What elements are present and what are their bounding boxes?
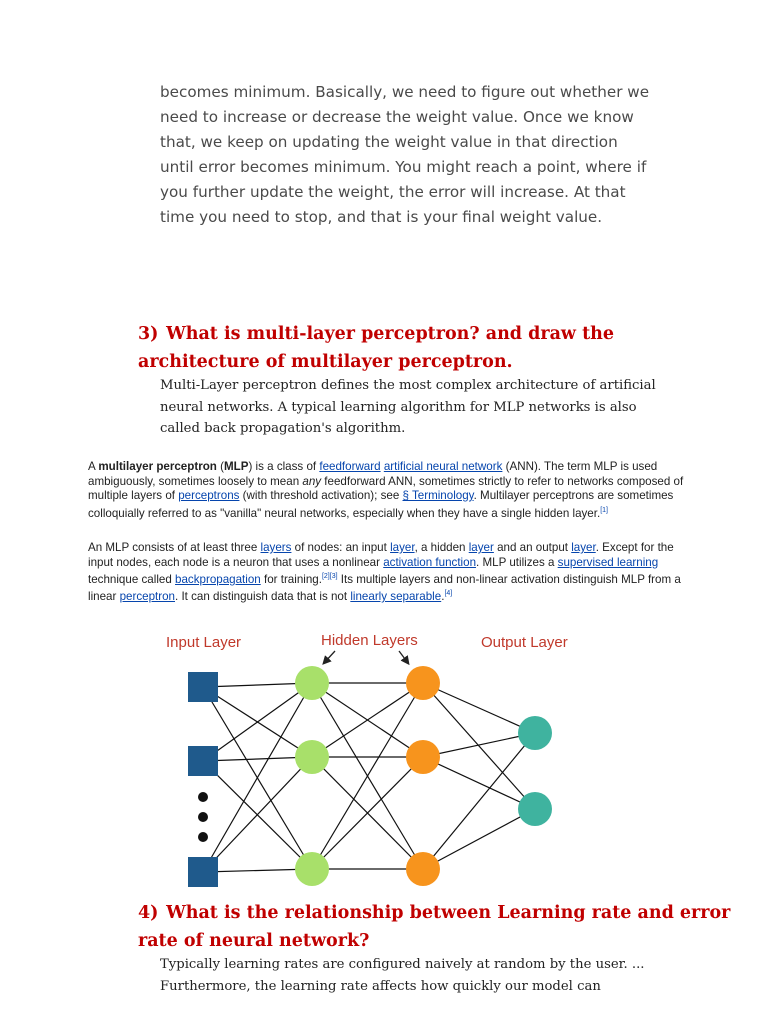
link-linearly-separable[interactable]: linearly separable [350, 590, 442, 604]
link-layer[interactable]: layer [571, 541, 596, 554]
connection-line [203, 757, 312, 872]
link-feedforward[interactable]: feedforward [319, 460, 381, 473]
link-backpropagation[interactable]: backpropagation [175, 572, 261, 586]
connection-line [423, 683, 535, 809]
hidden-arrow-left [324, 651, 335, 663]
link-activation-function[interactable]: activation function [383, 555, 477, 569]
hidden-layers-label: Hidden Layers [321, 632, 418, 649]
link-layer[interactable]: layer [390, 541, 415, 554]
hidden-layer-1-node [295, 740, 329, 774]
ellipsis-dot [198, 812, 208, 822]
hidden-layer-1-node [295, 852, 329, 886]
citation-link[interactable]: [2][3] [321, 573, 338, 580]
hidden-arrow-right [399, 651, 408, 663]
intro-paragraph: becomes minimum. Basically, we need to figure out whether we need to increase or decrease the weight value. Once we know that, we keep on updating the weight value in that direction until error becomes minimum. You might reach a point, where if you further update the weight, the error will increase. At that time you need to stop, and that is your final weight value. [160, 83, 650, 226]
ellipsis-dot [198, 792, 208, 802]
citation-link[interactable]: [4] [444, 590, 453, 598]
wiki-paragraph-2: An MLP consists of at least three layers of nodes: an input layer, a hidden layer and an output layer. Except for the input nodes, each node is a neuron that uses a nonlinear activation function. MLP utilizes a supervised learning technique called backpropagation for training.[2][3] Its multiple layers and non-linear activation distinguish MLP from a linear perceptron. It can distinguish data that is not linearly separable.[4] [88, 541, 681, 604]
citation-link[interactable]: [1] [600, 506, 608, 514]
term-bold: MLP [223, 460, 249, 473]
ellipsis-dot [198, 832, 208, 842]
hidden-layer-2-node [406, 740, 440, 774]
input-layer-label: Input Layer [166, 634, 242, 651]
link-layers[interactable]: layers [260, 541, 292, 554]
mlp-architecture-diagram [150, 620, 580, 895]
question-3-answer: Multi-Layer perceptron defines the most complex architecture of artificial neural networks. A typical learning algorithm for MLP networks is also called back propagation's algorithm. [160, 378, 656, 436]
hidden-layer-2-node [406, 666, 440, 700]
hidden-layer-1-node [295, 666, 329, 700]
question-4-answer: Typically learning rates are configured naively at random by the user. ... Furthermore, the learning rate affects how quickly our model can [160, 957, 645, 994]
link-artificial-neural-network[interactable]: artificial neural network [383, 460, 503, 473]
connection-line [423, 683, 535, 733]
connection-line [423, 809, 535, 869]
network-nodes [188, 666, 552, 887]
connection-line [203, 683, 312, 761]
output-node [518, 716, 552, 750]
connection-lines [203, 683, 535, 872]
link-perceptrons[interactable]: perceptrons [178, 489, 240, 502]
input-node [188, 672, 218, 702]
hidden-layer-2-node [406, 852, 440, 886]
input-node [188, 857, 218, 887]
question-number: 3) [138, 324, 159, 344]
link-perceptron[interactable]: perceptron [119, 590, 176, 604]
input-node [188, 746, 218, 776]
question-4-heading [138, 899, 738, 955]
question-title: What is multi-layer perceptron? and draw the architecture of multilayer perceptron. [138, 324, 615, 372]
question-number: 4) [138, 903, 159, 923]
question-3-heading [138, 320, 738, 376]
question-title: What is the relationship between Learning rate and error rate of neural network? [138, 903, 731, 951]
output-node [518, 792, 552, 826]
wiki-paragraph-1: A multilayer perceptron (MLP) is a class of feedforward artificial neural network (ANN). The term MLP is used ambiguously, sometimes loosely to mean any feedforward ANN, sometimes strictly to refer to networks composed of multiple layers of perceptrons (with threshold activation); see § Terminology. Multilayer perceptrons are sometimes colloquially referred to as "vanilla" neural networks, especially when they have a single hidden layer.[1] [88, 460, 684, 520]
term-bold: multilayer perceptron [98, 460, 217, 473]
link-terminology[interactable]: § Terminology [402, 489, 474, 502]
output-layer-label: Output Layer [481, 634, 568, 651]
link-layer[interactable]: layer [468, 541, 494, 554]
link-supervised-learning[interactable]: supervised learning [557, 555, 659, 569]
